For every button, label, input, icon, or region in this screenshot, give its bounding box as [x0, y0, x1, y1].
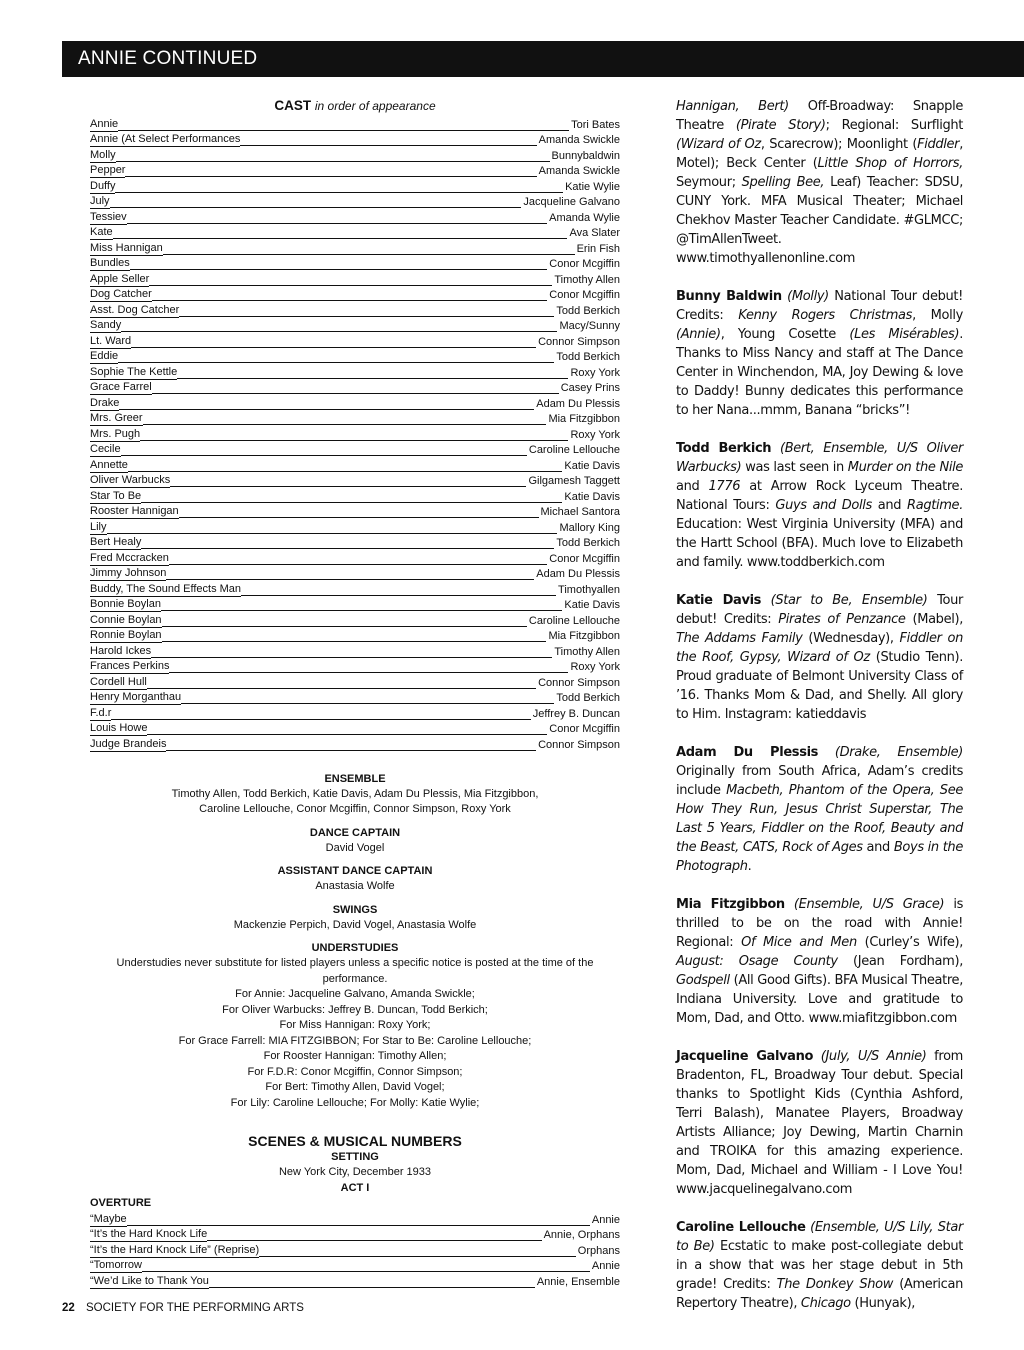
song-row — [90, 1227, 620, 1243]
character-name: Rooster Hannigan — [90, 505, 179, 517]
dance-captain-name: David Vogel — [325, 841, 385, 854]
cast-row — [90, 628, 620, 644]
understudy-line: For Oliver Warbucks: Jeffrey B. Duncan, Todd Berkich; — [222, 1003, 488, 1016]
character-name: Fred Mccracken — [90, 551, 169, 564]
character-name: Judge Brandeis — [90, 737, 167, 750]
cast-row — [90, 659, 620, 675]
leader-line — [107, 533, 558, 534]
cast-row — [90, 736, 620, 752]
character-name: Sophie The Kettle — [90, 365, 178, 378]
cast-row — [90, 612, 620, 628]
understudy-line: For Annie: Jacqueline Galvano, Amanda Swickle; — [235, 988, 475, 1000]
leader-line — [121, 331, 557, 332]
song-title: “It’s the Hard Knock Life — [90, 1228, 208, 1240]
leader-line — [119, 409, 534, 410]
character-name: Lily — [90, 520, 107, 533]
actor-name: Connor Simpson — [538, 676, 620, 689]
cast-row — [90, 566, 620, 582]
character-name: Eddie — [90, 350, 119, 362]
leader-line — [140, 440, 568, 441]
character-name: Henry Morganthau — [90, 691, 182, 703]
actor-name: Caroline Lellouche — [528, 614, 620, 627]
cast-subtitle: in order of appearance — [314, 99, 436, 113]
character-name: Lt. Ward — [90, 334, 132, 347]
leader-line — [162, 626, 527, 627]
cast-row — [90, 116, 620, 132]
bio-mia-fitzgibbon: Mia Fitzgibbon (Ensemble, U/S Grace) is thrilled to be on the road with Annie! Regional: Of Mice and Men (Curley’s Wife), August: Osage County (Jean Fordham), Godspell (All Good Gifts). BFA Musical Theatre, Indiana University. Love and gratitude to Mom, Dad, and Otto. www.miafitzgibbon.com — [676, 897, 964, 1026]
character-name: Miss Hannigan — [90, 241, 163, 254]
cast-row — [90, 690, 620, 706]
song-title: “Maybe — [90, 1212, 127, 1225]
cast-row — [90, 147, 620, 163]
understudy-line: For Rooster Hannigan: Timothy Allen; — [263, 1050, 447, 1062]
character-name: Oliver Warbucks — [90, 474, 171, 486]
song-performer: Annie, Orphans — [543, 1229, 620, 1241]
leader-line — [141, 502, 562, 503]
cast-row — [90, 442, 620, 458]
cast-row — [90, 380, 620, 396]
song-row — [90, 1211, 620, 1227]
character-name: Mrs. Greer — [90, 412, 143, 424]
leader-line — [240, 145, 536, 146]
cast-row — [90, 395, 620, 411]
leader-line — [115, 192, 563, 193]
leader-line — [169, 564, 547, 565]
leader-line — [127, 223, 547, 224]
act-label: ACT I — [340, 1181, 370, 1194]
character-name: Connie Boylan — [90, 613, 162, 626]
page-number: 22 — [62, 1302, 75, 1314]
character-name: Annette — [90, 458, 128, 471]
actor-name: Timothy Allen — [554, 273, 620, 286]
song-performer: Orphans — [577, 1244, 620, 1257]
banner-title: ANNIE CONTINUED — [78, 48, 258, 69]
actor-name: Conor Mcgiffin — [549, 723, 620, 735]
actor-name: Katie Davis — [564, 599, 620, 611]
bio-name: Jacqueline Galvano — [676, 1049, 814, 1064]
actor-name: Amanda Swickle — [538, 134, 620, 146]
assistant-dance-captain-name: Anastasia Wolfe — [315, 880, 395, 892]
actor-name: Timothyallen — [558, 583, 620, 596]
cast-row — [90, 488, 620, 504]
leader-line — [209, 1287, 535, 1288]
character-name: Annie — [90, 117, 119, 130]
cast-row — [90, 457, 620, 473]
leader-line — [147, 688, 536, 689]
song-row — [90, 1258, 620, 1274]
bio-katie-davis: Katie Davis (Star to Be, Ensemble) Tour debut! Credits: Pirates of Penzance (Mabel), The Addams Family (Wednesday), Fiddler on the Roof, Gypsy, Wizard of Oz (Studio Tenn). Proud graduate of Belmont University Class of ’16. Thanks Mom & Dad, and Shelly. All glory to Him. Instagram: katieddavis — [676, 593, 964, 722]
bio-jacqueline-galvano: Jacqueline Galvano (July, U/S Annie) from Bradenton, FL, Broadway Tour debut. Special thanks to Spotlight Kids (Cynthia Ashford, Terri Balash), Manatee Players, Broadway Artists Alliance; Joy Dewing, Martin Charnin and TROIKA for this amazing experience. Mom, Dad, Michael and William - I Love You! www.jacquelinegalvano.com — [676, 1049, 964, 1197]
leader-line — [163, 254, 575, 255]
cast-row — [90, 256, 620, 272]
cast-row — [90, 132, 620, 148]
character-name: Sandy — [90, 319, 122, 331]
setting-text: New York City, December 1933 — [278, 1166, 432, 1178]
actor-name: Gilgamesh Taggett — [528, 475, 620, 487]
section-banner — [62, 41, 1024, 77]
publication-name: SOCIETY FOR THE PERFORMING ARTS — [86, 1302, 304, 1314]
leader-line — [118, 362, 554, 363]
character-name: Dog Catcher — [90, 288, 152, 300]
cast-row — [90, 705, 620, 721]
bio-name: Caroline Lellouche — [676, 1220, 806, 1235]
cast-row — [90, 411, 620, 427]
cast-row — [90, 349, 620, 365]
leader-line — [179, 517, 539, 518]
character-name: July — [90, 195, 110, 207]
character-name: Mrs. Pugh — [90, 427, 141, 440]
right-column-bios — [676, 97, 963, 1332]
bio-name: Mia Fitzgibbon — [676, 897, 785, 912]
leader-line — [207, 1240, 541, 1241]
character-name: Bundles — [90, 257, 130, 269]
actor-name: Todd Berkich — [556, 351, 620, 363]
overture-label: OVERTURE — [90, 1196, 152, 1209]
character-name: Pepper — [90, 164, 126, 176]
song-title: “It’s the Hard Knock Life” (Reprise) — [90, 1243, 260, 1256]
actor-name: Conor Mcgiffin — [549, 258, 620, 270]
cast-title: CAST — [274, 98, 312, 113]
cast-row — [90, 364, 620, 380]
actor-name: Amanda Swickle — [538, 165, 620, 177]
leader-line — [152, 300, 548, 301]
leader-line — [166, 750, 536, 751]
cast-row — [90, 333, 620, 349]
leader-line — [116, 161, 550, 162]
cast-row — [90, 643, 620, 659]
leader-line — [147, 734, 547, 735]
actor-name: Timothy Allen — [554, 645, 620, 658]
cast-row — [90, 597, 620, 613]
actor-name: Todd Berkich — [556, 304, 620, 317]
actor-name: Connor Simpson — [538, 335, 620, 348]
bio-name: Katie Davis — [676, 593, 762, 608]
actor-name: Casey Prins — [560, 382, 620, 394]
ensemble-section — [90, 772, 620, 1112]
swings-names: Mackenzie Perpich, David Vogel, Anastasia Wolfe — [233, 918, 477, 931]
leader-line — [128, 471, 562, 472]
song-row — [90, 1242, 620, 1258]
cast-row — [90, 178, 620, 194]
character-name: Kate — [90, 226, 113, 238]
ensemble-line-2: Caroline Lellouche, Conor Mcgiffin, Connor Simpson, Roxy York — [199, 803, 511, 815]
cast-heading — [90, 96, 620, 116]
song-title: “We’d Like to Thank You — [90, 1274, 209, 1287]
actor-name: Mia Fitzgibbon — [548, 413, 620, 425]
cast-row — [90, 271, 620, 287]
character-name: Cordell Hull — [90, 675, 147, 688]
cast-row — [90, 209, 620, 225]
leader-line — [161, 610, 562, 611]
leader-line — [181, 703, 554, 704]
character-name: Drake — [90, 396, 120, 409]
character-name: Louis Howe — [90, 722, 148, 734]
actor-name: Katie Davis — [564, 459, 620, 472]
actor-name: Mia Fitzgibbon — [548, 630, 620, 642]
character-name: Duffy — [90, 179, 116, 192]
actor-name: Roxy York — [570, 366, 620, 379]
song-title: “Tomorrow — [90, 1259, 142, 1271]
leader-line — [143, 424, 547, 425]
actor-name: Bunnybaldwin — [551, 149, 620, 162]
actor-name: Todd Berkich — [556, 537, 620, 549]
cast-row — [90, 535, 620, 551]
leader-line — [130, 269, 548, 270]
actor-name: Caroline Lellouche — [528, 444, 620, 456]
actor-name: Ava Slater — [569, 227, 620, 239]
actor-name: Roxy York — [570, 661, 620, 673]
leader-line — [179, 316, 554, 317]
leader-line — [127, 1225, 590, 1226]
bio-caroline-lellouche: Caroline Lellouche (Ensemble, U/S Lily, Star to Be) Ecstatic to make post-collegiate debut in a show that was her stage debut in 5th grade! Credits: The Donkey Show (American Repertory Theatre), Chicago (Hunyak), — [676, 1220, 963, 1311]
leader-line — [170, 486, 526, 487]
page-footer — [62, 1302, 304, 1314]
actor-name: Tori Bates — [571, 118, 620, 131]
cast-row — [90, 194, 620, 210]
ensemble-line-1: Timothy Allen, Todd Berkich, Katie Davis, Adam Du Plessis, Mia Fitzgibbon, — [171, 787, 539, 800]
actor-name: Katie Wylie — [565, 180, 620, 193]
cast-row — [90, 318, 620, 334]
leader-line — [241, 595, 556, 596]
cast-row — [90, 287, 620, 303]
character-name: Tessiev — [90, 210, 127, 223]
leader-line — [169, 672, 568, 673]
leader-line — [152, 393, 559, 394]
leader-line — [166, 579, 534, 580]
bio-adam-du-plessis: Adam Du Plessis (Drake, Ensemble) Originally from South Africa, Adam’s credits include Macbeth, Phantom of the Opera, See How They Run, Jesus Christ Superstar, The Last 5 Years, Fiddler on the Roof, Beauty and the Beast, CATS, Rock of Ages and Boys in the Photograph. — [676, 745, 963, 874]
leader-line — [142, 1271, 590, 1272]
bio-todd-berkich: Todd Berkich (Bert, Ensemble, U/S Oliver Warbucks) was last seen in Murder on the Nile and 1776 at Arrow Rock Lyceum Theatre. National Tours: Guys and Dolls and Ragtime. Education: West Virginia University (MFA) and the Hartt School (BFA). Much love to Elizabeth and family. www.toddberkich.com — [676, 441, 963, 570]
song-performer: Annie — [591, 1260, 620, 1272]
bio-name: Bunny Baldwin — [676, 289, 782, 304]
leader-line — [118, 130, 569, 131]
leader-line — [121, 455, 527, 456]
song-list — [90, 1211, 620, 1289]
cast-row — [90, 504, 620, 520]
song-performer: Annie — [591, 1213, 620, 1226]
character-name: Bert Healy — [90, 536, 142, 548]
actor-name: Adam Du Plessis — [536, 397, 620, 410]
understudy-line: For Miss Hannigan: Roxy York; — [279, 1019, 431, 1031]
cast-row — [90, 721, 620, 737]
understudies-heading: UNDERSTUDIES — [311, 942, 399, 954]
leader-line — [259, 1256, 576, 1257]
dance-captain-heading: DANCE CAPTAIN — [309, 826, 401, 839]
leader-line — [111, 719, 530, 720]
song-performer: Annie, Ensemble — [536, 1275, 620, 1288]
character-name: Jimmy Johnson — [90, 567, 167, 579]
scenes-heading: SCENES & MUSICAL NUMBERS — [248, 1133, 462, 1149]
cast-list — [90, 116, 620, 752]
actor-name: Erin Fish — [576, 242, 620, 255]
actor-name: Michael Santora — [540, 506, 620, 518]
actor-name: Macy/Sunny — [559, 320, 620, 332]
cast-row — [90, 426, 620, 442]
actor-name: Jacqueline Galvano — [523, 196, 620, 208]
actor-name: Connor Simpson — [538, 738, 620, 751]
assistant-dance-captain-heading: ASSISTANT DANCE CAPTAIN — [277, 865, 433, 877]
cast-row — [90, 550, 620, 566]
cast-row — [90, 240, 620, 256]
swings-heading: SWINGS — [332, 903, 378, 916]
understudy-line: For F.D.R: Conor Mcgiffin, Connor Simpson; — [247, 1065, 463, 1078]
leader-line — [151, 657, 552, 658]
actor-name: Mallory King — [559, 521, 620, 534]
cast-row — [90, 581, 620, 597]
understudies-list — [90, 956, 620, 1111]
leader-line — [131, 347, 536, 348]
bio-timothy-allen-continued: Hannigan, Bert) Off-Broadway: Snapple Theatre (Pirate Story); Regional: Surflight (Wizard of Oz, Scarecrow); Moonlight (Fiddler, Motel); Beck Center (Little Shop of Horrors, Seymour; Spelling Bee, Leaf) Teacher: SDSU, CUNY York. MFA Musical Theater; Michael Chekhov Master Teacher Candidate. #GLMCC; @TimAllenTweet. www.timothyallenonline.com — [676, 99, 964, 266]
setting-label: SETTING — [331, 1151, 379, 1163]
cast-row — [90, 674, 620, 690]
actor-name: Conor Mcgiffin — [549, 289, 620, 301]
leader-line — [125, 176, 536, 177]
scenes-section — [90, 1133, 620, 1196]
understudy-line: Understudies never substitute for listed players unless a specific notice is posted at the time of the performance. — [116, 957, 594, 985]
character-name: Annie (At Select Performances — [90, 133, 241, 145]
ensemble-heading: ENSEMBLE — [324, 772, 386, 785]
actor-name: Amanda Wylie — [549, 211, 620, 224]
cast-row — [90, 302, 620, 318]
character-name: Asst. Dog Catcher — [90, 303, 180, 316]
bio-name: Adam Du Plessis — [676, 745, 819, 760]
actor-name: Roxy York — [570, 428, 620, 441]
character-name: Bonnie Boylan — [90, 598, 161, 610]
actor-name: Adam Du Plessis — [536, 568, 620, 580]
left-column — [90, 96, 620, 1289]
actor-name: Katie Davis — [564, 490, 620, 503]
actor-name: Jeffrey B. Duncan — [532, 707, 620, 720]
cast-row — [90, 519, 620, 535]
leader-line — [113, 238, 568, 239]
character-name: Harold Ickes — [90, 644, 152, 657]
understudy-line: For Lily: Caroline Lellouche; For Molly: Katie Wylie; — [230, 1096, 480, 1109]
actor-name: Todd Berkich — [556, 692, 620, 704]
leader-line — [149, 285, 552, 286]
bio-bunny-baldwin: Bunny Baldwin (Molly) National Tour debut! Credits: Kenny Rogers Christmas, Molly (Annie), Young Cosette (Les Misérables). Thanks to Miss Nancy and staff at The Dance Center in Winchendon, MA, Joy Dewing & love to Daddy! Bunny dedicates this performance to her Nana...mmm, Banana “bricks”! — [676, 289, 964, 418]
cast-row — [90, 225, 620, 241]
actor-name: Conor Mcgiffin — [549, 552, 620, 565]
bio-name: Todd Berkich — [676, 441, 772, 456]
character-name: Molly — [90, 148, 116, 161]
character-name: F.d.r — [90, 706, 112, 719]
character-name: Ronnie Boylan — [90, 629, 162, 641]
leader-line — [110, 207, 522, 208]
leader-line — [177, 378, 568, 379]
character-name: Buddy, The Sound Effects Man — [90, 582, 242, 595]
understudy-line: For Grace Farrell: MIA FITZGIBBON; For Star to Be: Caroline Lellouche; — [178, 1034, 532, 1047]
character-name: Star To Be — [90, 489, 142, 502]
character-name: Apple Seller — [90, 272, 150, 285]
character-name: Frances Perkins — [90, 660, 170, 672]
character-name: Cecile — [90, 443, 121, 455]
cast-row — [90, 163, 620, 179]
understudy-line: For Bert: Timothy Allen, David Vogel; — [265, 1081, 445, 1093]
leader-line — [141, 548, 554, 549]
song-row — [90, 1273, 620, 1289]
character-name: Grace Farrel — [90, 381, 152, 393]
cast-row — [90, 473, 620, 489]
leader-line — [162, 641, 547, 642]
